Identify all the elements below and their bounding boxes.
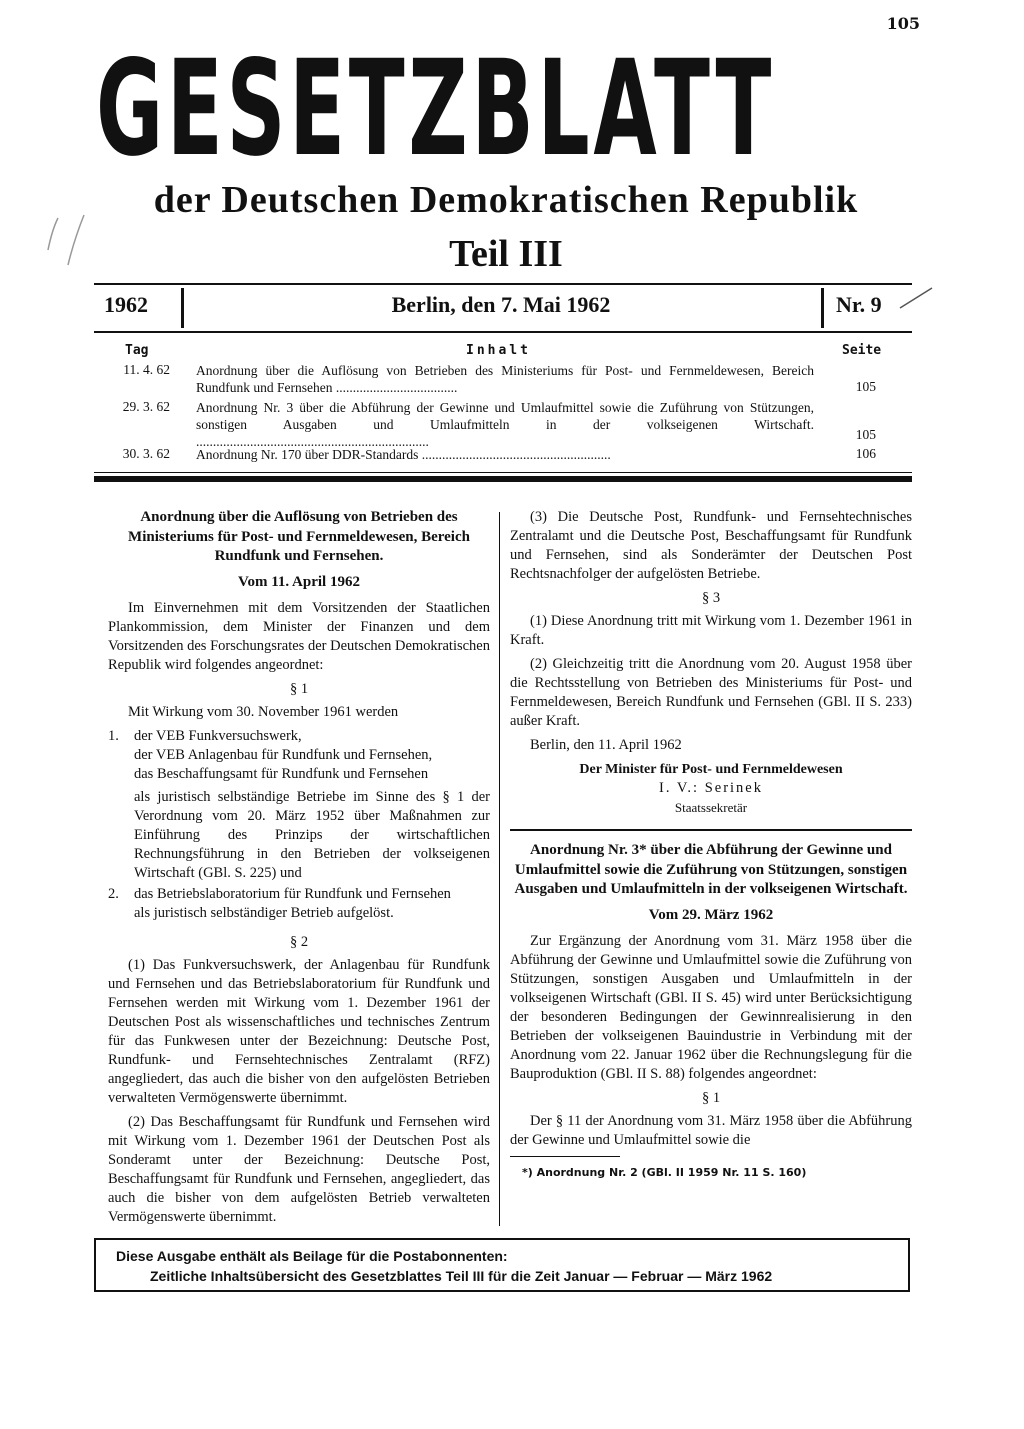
header-divider-left [181, 288, 184, 328]
list-item-text: das Betriebslaboratorium für Rundfunk und Fernsehen [134, 885, 451, 902]
decree-1-intro: Im Einvernehmen mit dem Vorsitzenden der Staatlichen Plankommission, dem Minister der Finanzen und dem Vorsitzenden des Forschungsrates der Deutschen Demokratischen Republik wird folgendes angeordnet: [108, 599, 490, 673]
toc-col-page: Seite [842, 343, 882, 358]
toc-row-page: 105 [855, 427, 876, 442]
decree-1-date: Vom 11. April 1962 [238, 573, 360, 590]
notice-line: Diese Ausgabe enthält als Beilage für die Postabonnenten: [116, 1248, 508, 1264]
paragraph: (1) Das Funkversuchswerk, der Anlagenbau für Rundfunk und Fernsehen und das Betriebslaboratorium für Rundfunk und Fernsehen werden mit Wirkung vom 1. Dezember 1961 der Deutschen Post als wissenschaftliches und technisches Zentrum für das Funkwesen unter der Bezeichnung: Deutsche Post, Rundfunk- und Fernsehtechnisches Zentralamt (RFZ) angegliedert, das auch die bisher von den aufgelösten Betrieben verwalteten Vermögenswerte übernimmt. [108, 956, 490, 1106]
decree-separator [510, 829, 912, 831]
toc-row-date: 30. 3. 62 [122, 446, 170, 461]
page-number: 105 [886, 14, 920, 33]
supplement-notice [94, 1238, 910, 1292]
header-rule-top [94, 283, 912, 285]
list-item-line: der VEB Anlagenbau für Rundfunk und Fernsehen, [134, 746, 433, 763]
paragraph: (3) Die Deutsche Post, Rundfunk- und Fernsehtechnisches Zentralamt und die Deutsche Post, Beschaffungsamt für Rundfunk und Fernsehen, sind als Sonderämter der Deutschen Post Rechtsnachfolger der aufgelösten Betriebe. [510, 509, 912, 582]
toc-separator-thin [94, 472, 912, 473]
list-item-line: der VEB Funkversuchswerk, [134, 727, 302, 744]
section-1-lead: Mit Wirkung vom 30. November 1961 werden [128, 703, 399, 720]
paragraph: (2) Das Beschaffungsamt für Rundfunk und Fernsehen wird mit Wirkung vom 1. Dezember 1961 der Deutschen Post als Sonderamt unter der Bezeichnung: Deutsche Post, Beschaffungsamt für Rundfunk und Fernsehen, angegliedert, das auch die bisher von dem aufgelösten Betrieb verwalteten Vermögenswerte übernimmt. [108, 1113, 490, 1225]
list-item [108, 885, 490, 923]
section-heading: § 1 [701, 1089, 721, 1106]
toc-separator-thick [94, 476, 912, 482]
footnote-rule [510, 1156, 620, 1157]
issue-year: 1962 [104, 292, 148, 317]
toc-row-date: 11. 4. 62 [123, 362, 170, 377]
paragraph: Der § 11 der Anordnung vom 31. März 1958 über die Abführung der Gewinne und Umlaufmittel sowie die [510, 1112, 912, 1148]
toc-col-title: Inhalt [466, 343, 531, 358]
masthead-part: Teil III [449, 233, 563, 275]
masthead-subtitle: der Deutschen Demokratischen Republik [153, 179, 859, 221]
toc-row-page: 106 [855, 446, 876, 461]
issue-number: Nr. 9 [836, 292, 882, 317]
decree-2-intro: Zur Ergänzung der Anordnung vom 31. März 1958 über die Abführung der Gewinne und Umlaufmittel sowie die Zuführung von Stützungen, sonstigen Ausgaben und Umlaufmitteln in der volkseigenen Wirtschaft (GBl. II S. 45) wird unter Berücksichtigung der besonderen Bedingungen der Gewinnrealisierung in den Betrieben der volkseigenen Bauindustrie in Verbindung mit der Anordnung vom 22. Januar 1962 über die Rechnungslegung für die Bauproduktion (GBl. II S. 88) folgendes angeordnet: [510, 932, 912, 1082]
toc-col-date: Tag [125, 343, 149, 358]
right-column [510, 508, 912, 1182]
signatory-office: Der Minister für Post- und Fernmeldewesen [579, 762, 843, 777]
signatory-title: Staatssekretär [674, 800, 748, 815]
decree-1-title: Anordnung über die Auflösung von Betrieben des Ministeriums für Post- und Fernmeldewesen, Bereich Rundfunk und Fernsehen. [128, 509, 470, 564]
paragraph: (2) Gleichzeitig tritt die Anordnung vom 20. August 1958 über die Rechtsstellung von Betrieben des Ministeriums für Post- und Fernmeldewesen, Bereich Rundfunk und Fernsehen (GBl. II S. 233) außer Kraft. [510, 656, 912, 729]
signature-date: Berlin, den 11. April 1962 [530, 737, 682, 753]
corner-pencil-mark [896, 284, 936, 314]
signatory-name: I. V.: Serinek [659, 780, 763, 796]
section-heading: § 3 [701, 590, 721, 606]
header-divider-right [821, 288, 824, 328]
toc-row-text: Anordnung über die Auflösung von Betrieben des Ministeriums für Post- und Fernmeldewesen, Bereich Rundfunk und Fernsehen .................................... [196, 363, 814, 395]
left-column [108, 508, 490, 1232]
toc-row-text: Anordnung Nr. 170 über DDR-Standards ........................................................ [196, 447, 611, 462]
toc-row-text: Anordnung Nr. 3 über die Abführung der Gewinne und Umlaufmittel sowie die Zuführung von Stützungen, sonstigen Ausgaben und Umlaufmitteln in der volkseigenen Wirtschaft. ..................................................................... [196, 400, 814, 449]
list-item-line: das Beschaffungsamt für Rundfunk und Fernsehen [134, 765, 429, 782]
toc-row-date: 29. 3. 62 [122, 399, 170, 414]
list-item-text: als juristisch selbständige Betriebe im Sinne des § 1 der Verordnung vom 20. März 1952 über Maßnahmen zur Einführung des Prinzips der wirtschaftlichen Rechnungsführung in den Betrieben der volkseigenen Wirtschaft (GBl. S. 225) und [134, 788, 490, 881]
list-item-text: als juristisch selbständiger Betrieb aufgelöst. [134, 904, 394, 921]
footnote: *) Anordnung Nr. 2 (GBl. II 1959 Nr. 11 S. 160) [522, 1165, 807, 1179]
decree-2-date: Vom 29. März 1962 [648, 906, 774, 923]
list-item-number: 1. [108, 727, 119, 744]
section-heading: § 1 [289, 680, 309, 697]
column-divider [499, 512, 500, 1226]
toc-row-page: 105 [855, 379, 876, 394]
decree-2-title: Anordnung Nr. 3* über die Abführung der Gewinne und Umlaufmittel sowie die Zuführung von Stützungen, sonstigen Ausgaben und Umlaufmitteln in der volkseigenen Wirtschaft. [514, 842, 908, 897]
margin-pencil-mark [40, 210, 90, 270]
list-item-number: 2. [108, 885, 119, 902]
section-heading: § 2 [289, 933, 309, 950]
masthead-title: GESETZBLATT [96, 32, 776, 186]
issue-place-date: Berlin, den 7. Mai 1962 [391, 292, 611, 317]
paragraph: (1) Diese Anordnung tritt mit Wirkung vom 1. Dezember 1961 in Kraft. [510, 613, 912, 648]
notice-line: Zeitliche Inhaltsübersicht des Gesetzblattes Teil III für die Zeit Januar — Februar — März 1962 [150, 1268, 773, 1284]
list-item [108, 727, 490, 883]
header-rule-bottom [94, 331, 912, 333]
